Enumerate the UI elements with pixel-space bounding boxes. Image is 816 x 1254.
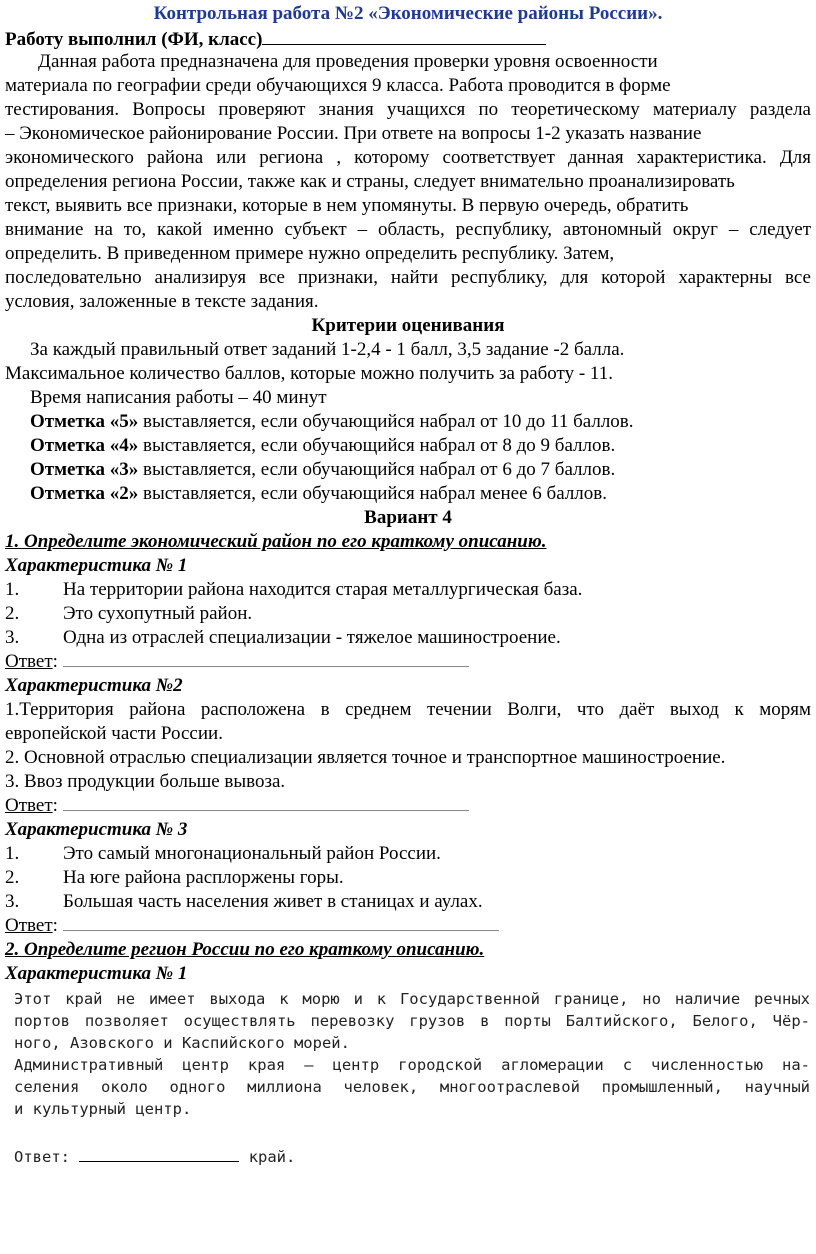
- author-label: Работу выполнил (ФИ, класс): [5, 29, 263, 50]
- answer-suffix: край.: [248, 1148, 296, 1166]
- task1-c2-line-1b: европейской части России.: [5, 723, 223, 744]
- task2-text-line-5: селения около одного миллиона человек, многоотраслевой промышленный, научный: [14, 1078, 810, 1096]
- grade-mark: Отметка «4»: [30, 435, 139, 456]
- task1-c1-item-2: [5, 602, 252, 626]
- grade-mark: Отметка «3»: [30, 459, 139, 480]
- task2-title: 2. Определите регион России по его краткому описанию.: [5, 939, 485, 960]
- intro-line-2: материала по географии среди обучающихся 9 класса. Работа проводится в форме: [5, 75, 671, 96]
- answer-blank[interactable]: [63, 916, 499, 931]
- item-text: Это самый многонациональный район России.: [63, 843, 441, 864]
- grade-5: [30, 410, 634, 434]
- grade-text: выставляется, если обучающийся набрал от 6 до 7 баллов.: [138, 459, 616, 480]
- task1-c3-answer: Ответ:: [5, 914, 499, 938]
- grade-text: выставляется, если обучающийся набрал от 10 до 11 баллов.: [138, 411, 634, 432]
- criteria-line-3: Время написания работы – 40 минут: [30, 387, 327, 408]
- answer-label: Ответ: [5, 795, 53, 816]
- answer-label: Ответ: [5, 651, 53, 672]
- answer-label: Ответ:: [14, 1148, 70, 1166]
- item-text: На территории района находится старая металлургическая база.: [63, 579, 583, 600]
- grade-text: выставляется, если обучающийся набрал менее 6 баллов.: [138, 483, 607, 504]
- criteria-line-1: За каждый правильный ответ заданий 1-2,4 - 1 балл, 3,5 задание -2 балла.: [30, 339, 625, 360]
- intro-line-11: условия, заложенные в тексте задания.: [5, 291, 319, 312]
- task1-c2-answer: Ответ:: [5, 794, 469, 818]
- intro-line-3: тестирования. Вопросы проверяют знания учащихся по теоретическому материалу раздела: [5, 99, 811, 120]
- task2-answer: [14, 1146, 295, 1168]
- criteria-line-2: Максимальное количество баллов, которые можно получить за работу - 11.: [5, 363, 613, 384]
- document-title: Контрольная работа №2 «Экономические районы России».: [153, 3, 663, 24]
- task1-c3-item-3: [5, 890, 483, 914]
- task2-text-line-6: и культурный центр.: [14, 1100, 192, 1118]
- item-text: На юге района расплоржены горы.: [63, 867, 344, 888]
- author-line: [5, 26, 546, 52]
- answer-blank[interactable]: [63, 796, 469, 811]
- intro-line-1: Данная работа предназначена для проведения проверки уровня освоенности: [38, 51, 658, 72]
- item-number: 1.: [5, 579, 20, 600]
- item-text: Большая часть населения живет в станицах и аулах.: [63, 891, 483, 912]
- task1-c1-answer: Ответ:: [5, 650, 469, 674]
- item-number: 1.: [5, 843, 20, 864]
- intro-line-4: – Экономическое районирование России. При ответе на вопросы 1-2 указать название: [5, 123, 702, 144]
- answer-blank[interactable]: [63, 652, 469, 667]
- task1-c3-item-2: [5, 866, 344, 890]
- task1-c2-title: Характеристика №2: [5, 675, 183, 696]
- task1-c3-item-1: [5, 842, 441, 866]
- grade-text: выставляется, если обучающийся набрал от 8 до 9 баллов.: [138, 435, 616, 456]
- item-text: Это сухопутный район.: [63, 603, 253, 624]
- task2-text-line-1: Этот край не имеет выхода к морю и к Государственной границе, но наличие речных: [14, 990, 810, 1008]
- task2-text-line-2: портов позволяет осуществлять перевозку грузов в порты Балтийского, Белого, Чёр-: [14, 1012, 810, 1030]
- intro-line-8: внимание на то, какой именно субъект – область, республику, автономный округ – следует: [5, 219, 811, 240]
- intro-line-5: экономического района или региона , которому соответствует данная характеристика. Для: [5, 147, 811, 168]
- task1-c1-title: Характеристика № 1: [5, 555, 188, 576]
- task1-c1-item-3: [5, 626, 561, 650]
- item-number: 2.: [5, 867, 20, 888]
- task1-c2-line-3: 3. Ввоз продукции больше вывоза.: [5, 771, 286, 792]
- task2-text-line-3: ного, Азовского и Каспийского морей.: [14, 1034, 350, 1052]
- grade-3: [30, 458, 615, 482]
- criteria-title: Критерии оценивания: [311, 315, 505, 336]
- intro-line-10: последовательно анализируя все признаки, найти республику, для которой характерны все: [5, 267, 811, 288]
- intro-line-9: определить. В приведенном примере нужно определить республику. Затем,: [5, 243, 615, 264]
- answer-blank[interactable]: [79, 1147, 239, 1162]
- grade-2: [30, 482, 607, 506]
- grade-mark: Отметка «2»: [30, 483, 139, 504]
- grade-mark: Отметка «5»: [30, 411, 139, 432]
- task1-c1-item-1: [5, 578, 582, 602]
- answer-label: Ответ: [5, 915, 53, 936]
- item-text: Одна из отраслей специализации - тяжелое машиностроение.: [63, 627, 561, 648]
- intro-line-7: текст, выявить все признаки, которые в нем упомянуты. В первую очередь, обратить: [5, 195, 689, 216]
- author-blank[interactable]: [262, 26, 546, 45]
- item-number: 2.: [5, 603, 20, 624]
- item-number: 3.: [5, 627, 20, 648]
- task1-c2-line-1a: 1.Территория района расположена в среднем течении Волги, что даёт выход к морям: [5, 699, 811, 720]
- task2-text-line-4: Административный центр края — центр городской агломерации с численностью на-: [14, 1056, 810, 1074]
- task1-title: 1. Определите экономический район по его краткому описанию.: [5, 531, 547, 552]
- task1-c2-line-2: 2. Основной отраслью специализации является точное и транспортное машиностроение.: [5, 747, 726, 768]
- variant-title: Вариант 4: [364, 507, 452, 528]
- item-number: 3.: [5, 891, 20, 912]
- intro-line-6: определения региона России, также как и страны, следует внимательно проанализировать: [5, 171, 735, 192]
- grade-4: [30, 434, 615, 458]
- task1-c3-title: Характеристика № 3: [5, 819, 188, 840]
- task2-c1-title: Характеристика № 1: [5, 963, 188, 984]
